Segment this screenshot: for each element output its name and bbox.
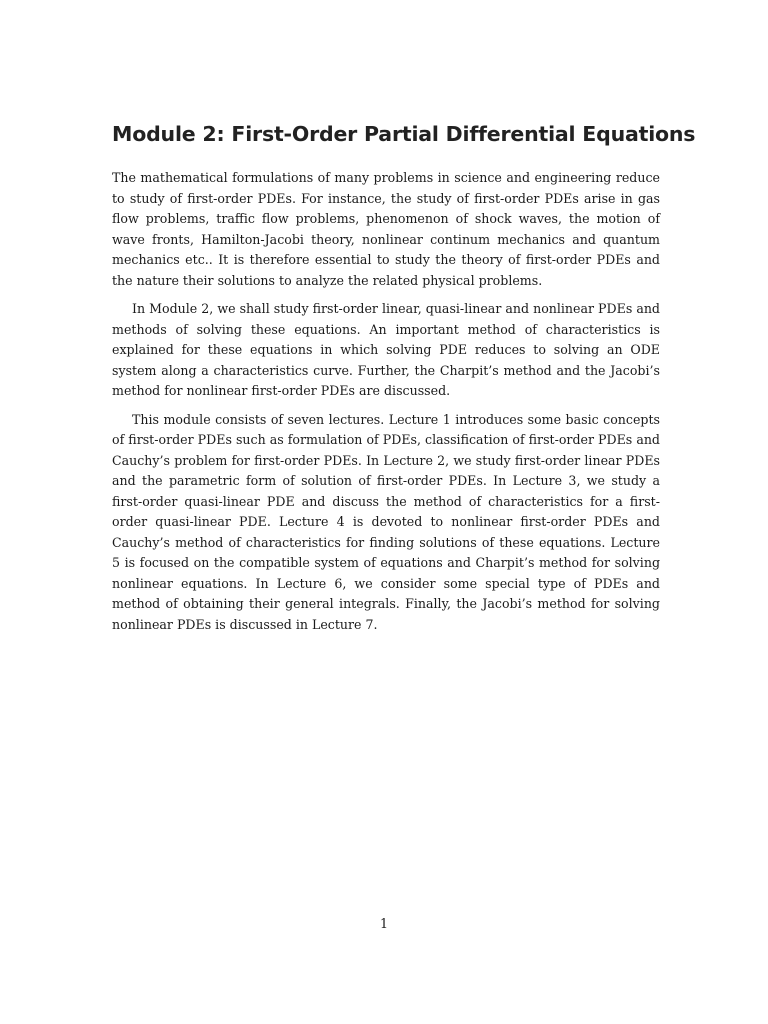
paragraph-module-overview: In Module 2, we shall study first-order linear, quasi-linear and nonlinear PDEs and methods of solving these equations. An important method of characteristics is explained for these equations in which solving PDE reduces to solving an ODE system along a characteristics curve. Further, the Charpit’s method and the Jacobi’s method for nonlinear first-order PDEs are discussed. bbox=[112, 301, 660, 398]
paragraph-lectures-summary: This module consists of seven lectures. Lecture 1 introduces some basic concepts of first-order PDEs such as formulation of PDEs, classification of first-order PDEs and Cauchy’s problem for first-order PDEs. In Lecture 2, we study first-order linear PDEs and the parametric form of solution of first-order PDEs. In Lecture 3, we study a first-order quasi-linear PDE and discuss the method of characteristics for a first-order quasi-linear PDE. Lecture 4 is devoted to nonlinear first-order PDEs and Cauchy’s method of characteristics for finding solutions of these equations. Lecture 5 is focused on the compatible system of equations and Charpit’s method for solving nonlinear equations. In Lecture 6, we consider some special type of PDEs and method of obtaining their general integrals. Finally, the Jacobi’s method for solving nonlinear PDEs is discussed in Lecture 7. bbox=[112, 411, 660, 632]
page-number: 1 bbox=[379, 916, 388, 931]
body-text bbox=[112, 168, 660, 643]
paragraph-intro: The mathematical formulations of many problems in science and engineering reduce to study of first-order PDEs. For instance, the study of first-order PDEs arise in gas flow problems, traffic flow problems, phenomenon of shock waves, the motion of wave fronts, Hamilton-Jacobi theory, nonlinear continum mechanics and quantum mechanics etc.. It is therefore essential to study the theory of first-order PDEs and the nature their solutions to analyze the related physical problems. bbox=[112, 170, 660, 288]
module-title: Module 2: First-Order Partial Differential Equations bbox=[112, 122, 696, 146]
